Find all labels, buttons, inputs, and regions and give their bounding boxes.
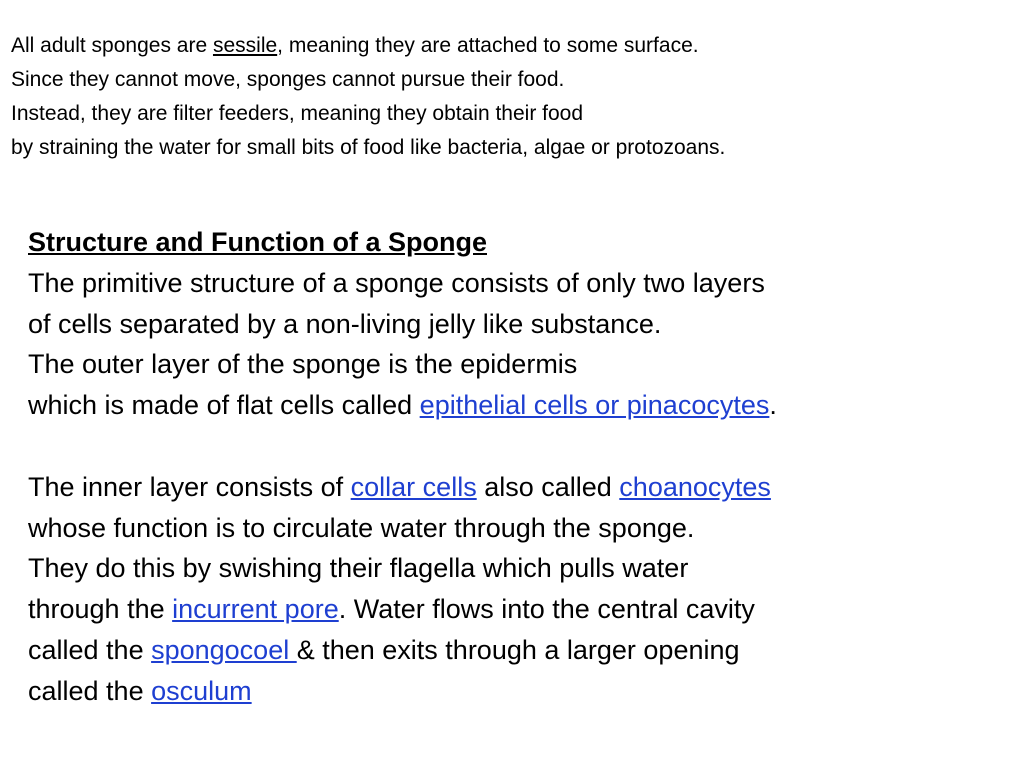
paragraph-2-line-6-start: called the (28, 675, 152, 706)
paragraph-1-line-4 (28, 385, 1018, 426)
paragraph-2-line-5-end: & then exits through a larger opening (296, 634, 740, 665)
paragraph-2-line-4 (28, 589, 1018, 630)
paragraph-2-line-5 (28, 630, 1018, 671)
paragraph-2-line-5-start: called the (28, 634, 152, 665)
spongocoel-link[interactable]: spongocoel (151, 634, 297, 665)
paragraph-1-line-3: The outer layer of the sponge is the epidermis (28, 349, 578, 380)
intro-line-3: Instead, they are filter feeders, meaning they obtain their food (11, 102, 584, 125)
paragraph-1-line-2: of cells separated by a non-living jelly like substance. (28, 308, 662, 339)
paragraph-1-line-1: The primitive structure of a sponge consists of only two layers (28, 267, 765, 298)
paragraph-spacer (28, 426, 1018, 467)
structure-section (28, 222, 1018, 712)
paragraph-2-line-1 (28, 467, 1018, 508)
sessile-term: sessile (212, 34, 278, 57)
intro-paragraph (11, 29, 1016, 165)
intro-line-2: Since they cannot move, sponges cannot pursue their food. (11, 68, 565, 91)
intro-line-4: by straining the water for small bits of food like bacteria, algae or protozoans. (11, 136, 726, 159)
paragraph-1-line-4-start: which is made of flat cells called (28, 390, 420, 421)
section-heading: Structure and Function of a Sponge (28, 227, 487, 257)
paragraph-2-line-6 (28, 671, 1018, 712)
paragraph-1-line-4-end: . (769, 390, 777, 421)
incurrent-pore-link[interactable]: incurrent pore (172, 594, 339, 625)
paragraph-2-line-2: whose function is to circulate water through the sponge. (28, 512, 695, 543)
collar-cells-link[interactable]: collar cells (350, 471, 477, 502)
intro-line-1-end: , meaning they are attached to some surface. (277, 34, 699, 57)
paragraph-2-line-1-middle: also called (476, 471, 620, 502)
paragraph-2-line-3: They do this by swishing their flagella which pulls water (28, 553, 689, 584)
intro-line-1-start: All adult sponges are (11, 34, 213, 57)
intro-line-1 (11, 29, 1016, 63)
paragraph-2-line-4-start: through the (28, 594, 173, 625)
paragraph-2-line-1-start: The inner layer consists of (28, 471, 351, 502)
paragraph-2-line-4-end: . Water flows into the central cavity (338, 594, 755, 625)
choanocytes-link[interactable]: choanocytes (619, 471, 771, 502)
osculum-link[interactable]: osculum (151, 675, 252, 706)
pinacocytes-link[interactable]: epithelial cells or pinacocytes (419, 390, 770, 421)
